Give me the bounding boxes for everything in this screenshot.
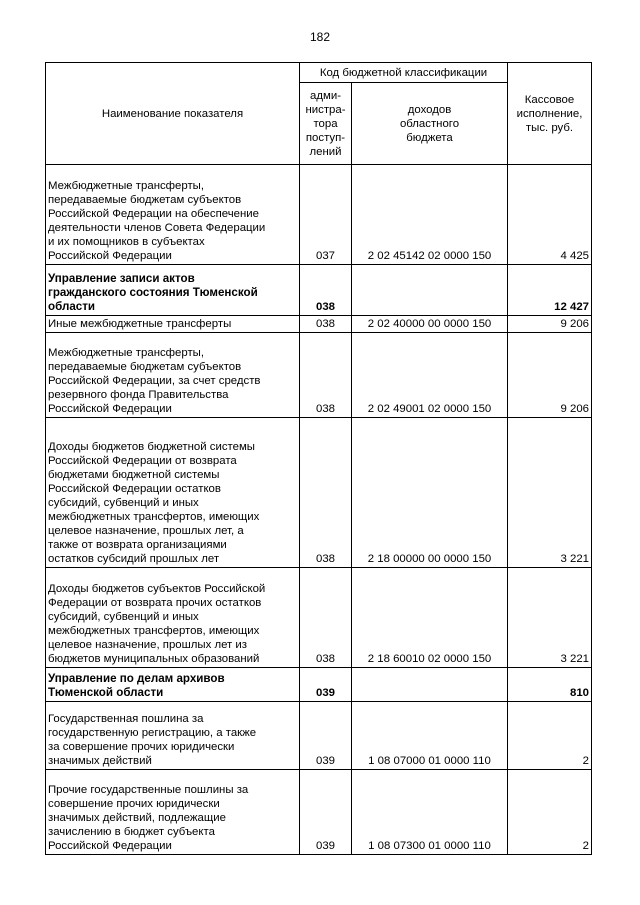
row-revenue-code xyxy=(352,668,508,702)
row-revenue-code: 2 18 60010 02 0000 150 xyxy=(352,568,508,668)
row-revenue-code: 1 08 07300 01 0000 110 xyxy=(352,770,508,855)
row-name: Управление записи актов гражданского состояния Тюменской области xyxy=(46,265,300,316)
table-body xyxy=(46,165,592,855)
row-revenue-code: 2 02 49001 02 0000 150 xyxy=(352,333,508,418)
table-row xyxy=(46,770,592,855)
header-name: Наименование показателя xyxy=(46,63,300,165)
header-administrator: адми- нистра- тора поступ- лений xyxy=(300,83,352,165)
table-row xyxy=(46,668,592,702)
row-name: Иные межбюджетные трансферты xyxy=(46,316,300,333)
table-row xyxy=(46,316,592,333)
row-name: Управление по делам архивов Тюменской области xyxy=(46,668,300,702)
header-revenue: доходов областного бюджета xyxy=(352,83,508,165)
row-name: Межбюджетные трансферты, передаваемые бюджетам субъектов Российской Федерации, за счет средств резервного фонда Правительства Российской Федерации xyxy=(46,333,300,418)
row-administrator-code: 038 xyxy=(300,568,352,668)
table-row xyxy=(46,568,592,668)
budget-table xyxy=(45,62,592,855)
row-cash-amount: 4 425 xyxy=(508,165,592,265)
row-cash-amount: 3 221 xyxy=(508,418,592,568)
row-cash-amount: 2 xyxy=(508,770,592,855)
row-name: Государственная пошлина за государственную регистрацию, а также за совершение прочих юридически значимых действий xyxy=(46,702,300,770)
row-revenue-code: 1 08 07000 01 0000 110 xyxy=(352,702,508,770)
row-cash-amount: 9 206 xyxy=(508,316,592,333)
row-revenue-code: 2 02 45142 02 0000 150 xyxy=(352,165,508,265)
row-administrator-code: 038 xyxy=(300,265,352,316)
row-administrator-code: 038 xyxy=(300,418,352,568)
header-cash: Кассовое исполнение, тыс. руб. xyxy=(508,63,592,165)
table-row xyxy=(46,165,592,265)
row-cash-amount: 12 427 xyxy=(508,265,592,316)
row-revenue-code: 2 18 00000 00 0000 150 xyxy=(352,418,508,568)
row-name: Межбюджетные трансферты, передаваемые бюджетам субъектов Российской Федерации на обеспечение деятельности членов Совета Федерации и их помощников в субъектах Российской Федерации xyxy=(46,165,300,265)
row-cash-amount: 810 xyxy=(508,668,592,702)
row-cash-amount: 2 xyxy=(508,702,592,770)
header-code-group: Код бюджетной классификации xyxy=(300,63,508,83)
row-revenue-code: 2 02 40000 00 0000 150 xyxy=(352,316,508,333)
row-administrator-code: 038 xyxy=(300,316,352,333)
row-administrator-code: 039 xyxy=(300,702,352,770)
row-name: Доходы бюджетов бюджетной системы Российской Федерации от возврата бюджетами бюджетной системы Российской Федерации остатков субсидий, субвенций и иных межбюджетных трансфертов, имеющих целевое назначение, прошлых лет, а также от возврата организациями остатков субсидий прошлых лет xyxy=(46,418,300,568)
row-revenue-code xyxy=(352,265,508,316)
row-name: Прочие государственные пошлины за совершение прочих юридически значимых действий, подлежащие зачислению в бюджет субъекта Российской Федерации xyxy=(46,770,300,855)
table-row xyxy=(46,265,592,316)
page-number: 182 xyxy=(309,30,331,44)
row-administrator-code: 039 xyxy=(300,770,352,855)
table-row xyxy=(46,418,592,568)
row-administrator-code: 037 xyxy=(300,165,352,265)
row-cash-amount: 9 206 xyxy=(508,333,592,418)
row-cash-amount: 3 221 xyxy=(508,568,592,668)
row-administrator-code: 038 xyxy=(300,333,352,418)
row-name: Доходы бюджетов субъектов Российской Федерации от возврата прочих остатков субсидий, субвенций и иных межбюджетных трансфертов, имеющих целевое назначение, прошлых лет из бюджетов муниципальных образований xyxy=(46,568,300,668)
table-row xyxy=(46,702,592,770)
row-administrator-code: 039 xyxy=(300,668,352,702)
table-row xyxy=(46,333,592,418)
